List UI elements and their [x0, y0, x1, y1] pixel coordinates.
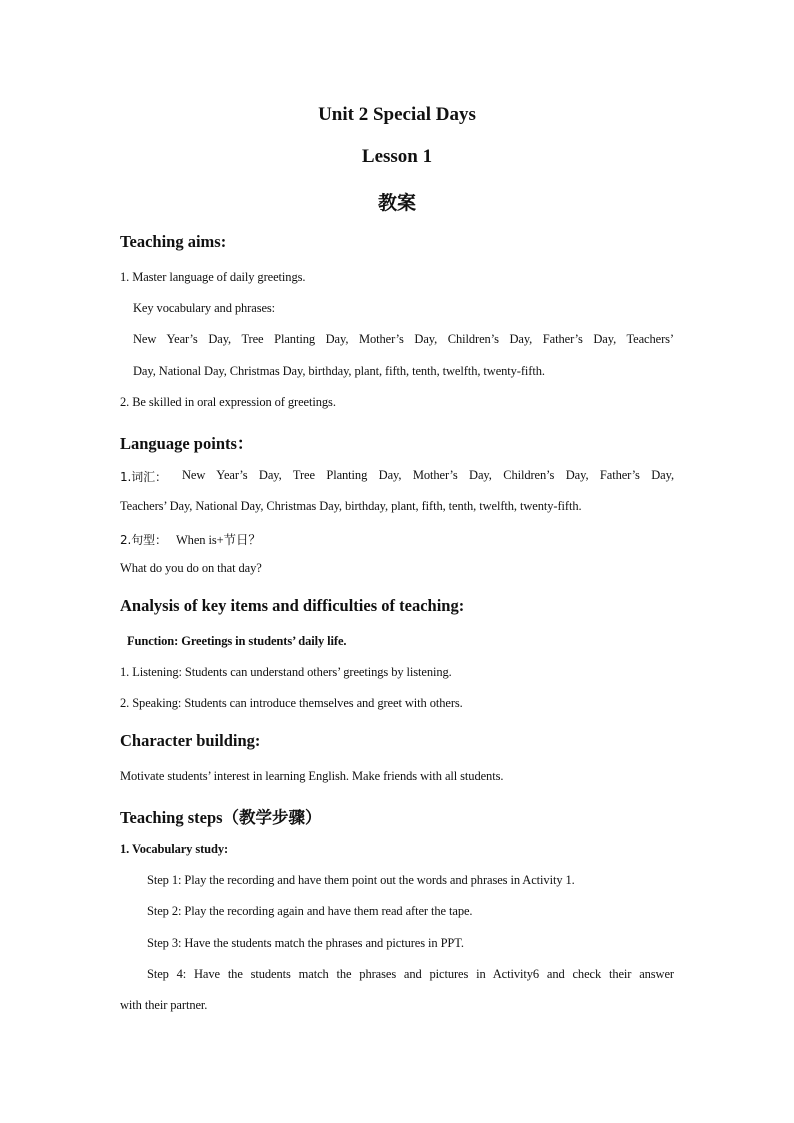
analysis-item-2: 2. Speaking: Students can introduce themselves and greet with others. [120, 696, 463, 710]
analysis-heading: Analysis of key items and difficulties of teaching: [120, 596, 465, 615]
aims-vocab-line-2: Day, National Day, Christmas Day, birthday, plant, fifth, tenth, twelfth, twenty-fifth. [133, 364, 545, 378]
aims-item-2: 2. Be skilled in oral expression of greetings. [120, 395, 336, 409]
aims-item-1: 1. Master language of daily greetings. [120, 270, 306, 284]
character-heading: Character building: [120, 731, 261, 750]
lp-vocab-prefix: 1.词汇： [120, 470, 167, 484]
step-4-line-1: Step 4: Have the students match the phrases and pictures in Activity6 and check their answer [147, 967, 674, 981]
vocab-study-heading: 1. Vocabulary study: [120, 842, 229, 856]
lesson-plan-title: 教案 [377, 192, 416, 214]
lp-vocab-line-1 [120, 468, 674, 485]
teaching-steps-heading: Teaching steps（教学步骤） [120, 808, 322, 827]
unit-title: Unit 2 Special Days [318, 104, 476, 125]
lp-sentence-line [120, 530, 261, 548]
teaching-aims-heading: Teaching aims: [120, 232, 227, 251]
step-3: Step 3: Have the students match the phrases and pictures in PPT. [147, 936, 464, 950]
analysis-item-1: 1. Listening: Students can understand others’ greetings by listening. [120, 665, 452, 679]
step-1: Step 1: Play the recording and have them point out the words and phrases in Activity 1. [147, 873, 575, 887]
key-vocab-label: Key vocabulary and phrases: [133, 301, 276, 315]
lesson-title: Lesson 1 [361, 146, 433, 167]
step-4-line-2: with their partner. [120, 998, 208, 1012]
lp-vocab-text-1: New Year’s Day, Tree Planting Day, Mother’s Day, Children’s Day, Father’s Day, [182, 468, 674, 482]
lp-vocab-line-2: Teachers’ Day, National Day, Christmas Day, birthday, plant, fifth, tenth, twelfth, twenty-fifth. [120, 499, 582, 513]
lp-sentence-1: When is+节日？ [175, 533, 261, 547]
language-points-heading: Language points： [120, 434, 254, 453]
aims-vocab-line-1: New Year’s Day, Tree Planting Day, Mother’s Day, Children’s Day, Father’s Day, Teachers’ [133, 332, 674, 346]
step-2: Step 2: Play the recording again and have them read after the tape. [147, 904, 473, 918]
character-text: Motivate students’ interest in learning English. Make friends with all students. [120, 769, 504, 783]
lp-sentence-prefix: 2.句型： [120, 533, 167, 547]
analysis-function: Function: Greetings in students’ daily life. [127, 634, 347, 648]
lp-sentence-2: What do you do on that day? [120, 561, 262, 575]
